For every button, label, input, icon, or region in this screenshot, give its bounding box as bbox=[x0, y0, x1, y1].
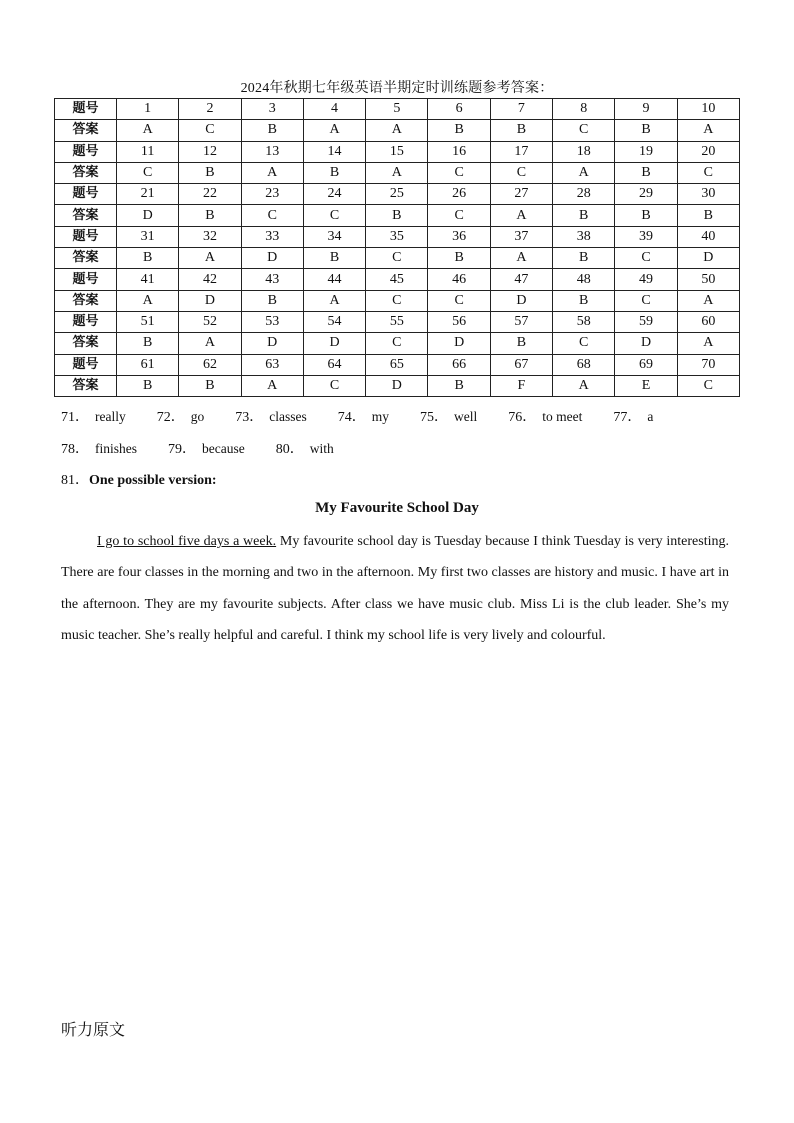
answer-cell: D bbox=[241, 248, 303, 269]
answer-cell: C bbox=[366, 333, 428, 354]
writing-question-number: 81． bbox=[61, 473, 89, 488]
fill-in-number: 75． bbox=[420, 410, 448, 425]
question-number-cell: 49 bbox=[615, 269, 677, 290]
fill-in-answer bbox=[338, 406, 389, 426]
question-number-label: 题号 bbox=[55, 226, 117, 247]
answer-label: 答案 bbox=[55, 205, 117, 226]
question-number-cell: 60 bbox=[677, 311, 739, 332]
answer-cell: A bbox=[303, 290, 365, 311]
answer-cell: B bbox=[303, 162, 365, 183]
table-number-row bbox=[55, 269, 740, 290]
question-number-cell: 55 bbox=[366, 311, 428, 332]
answer-cell: B bbox=[179, 205, 241, 226]
question-number-cell: 21 bbox=[117, 184, 179, 205]
answer-label: 答案 bbox=[55, 162, 117, 183]
answer-cell: C bbox=[428, 205, 490, 226]
answer-cell: C bbox=[428, 290, 490, 311]
essay-text: My favourite school day is Tuesday because I think Tuesday is very interesting. There are four classes in the morning and two in the afternoon. My first two classes are history and music. I have art in the afternoon. They are my favourite subjects. After class we have music club. Miss Li is the club leader. She’s my music teacher. She’s really helpful and careful. I think my school life is very lively and colourful. bbox=[61, 534, 729, 643]
answer-cell: B bbox=[117, 375, 179, 396]
question-number-cell: 15 bbox=[366, 141, 428, 162]
answer-cell: A bbox=[366, 120, 428, 141]
answer-table bbox=[54, 98, 740, 397]
fill-in-answer bbox=[61, 406, 126, 426]
answer-cell: D bbox=[179, 290, 241, 311]
fill-in-word: my bbox=[371, 409, 389, 424]
question-number-cell: 8 bbox=[553, 99, 615, 120]
fill-in-word: with bbox=[309, 441, 334, 456]
answer-key-title: 2024年秋期七年级英语半期定时训练题参考答案： bbox=[240, 81, 554, 96]
answer-cell: A bbox=[490, 248, 552, 269]
question-number-cell: 57 bbox=[490, 311, 552, 332]
answer-cell: E bbox=[615, 375, 677, 396]
answer-cell: D bbox=[366, 375, 428, 396]
answer-cell: C bbox=[366, 290, 428, 311]
fill-in-word: because bbox=[202, 441, 245, 456]
answer-cell: A bbox=[490, 205, 552, 226]
question-number-cell: 38 bbox=[553, 226, 615, 247]
answer-cell: A bbox=[677, 333, 739, 354]
answer-cell: D bbox=[117, 205, 179, 226]
answer-cell: A bbox=[241, 162, 303, 183]
answer-cell: B bbox=[117, 333, 179, 354]
fill-in-number: 72． bbox=[156, 410, 185, 425]
answer-cell: F bbox=[490, 375, 552, 396]
answer-cell: C bbox=[615, 290, 677, 311]
question-number-cell: 54 bbox=[303, 311, 365, 332]
fill-in-word: to meet bbox=[542, 409, 583, 424]
fill-in-answer bbox=[276, 438, 334, 458]
question-number-cell: 28 bbox=[553, 184, 615, 205]
question-number-cell: 29 bbox=[615, 184, 677, 205]
answer-cell: D bbox=[490, 290, 552, 311]
fill-in-answer bbox=[168, 438, 245, 458]
question-number-cell: 47 bbox=[490, 269, 552, 290]
answer-cell: B bbox=[677, 205, 739, 226]
fill-in-answers-row-2 bbox=[61, 438, 365, 458]
answer-cell: A bbox=[553, 162, 615, 183]
question-number-label: 题号 bbox=[55, 269, 117, 290]
question-number-cell: 6 bbox=[428, 99, 490, 120]
question-number-cell: 56 bbox=[428, 311, 490, 332]
answer-cell: A bbox=[179, 333, 241, 354]
fill-in-answer bbox=[420, 406, 477, 426]
answer-cell: A bbox=[366, 162, 428, 183]
answer-cell: C bbox=[615, 248, 677, 269]
question-number-cell: 11 bbox=[117, 141, 179, 162]
table-number-row bbox=[55, 226, 740, 247]
answer-cell: D bbox=[677, 248, 739, 269]
answer-cell: A bbox=[677, 120, 739, 141]
fill-in-answer bbox=[157, 406, 205, 426]
question-number-cell: 34 bbox=[303, 226, 365, 247]
answer-cell: A bbox=[677, 290, 739, 311]
question-number-cell: 20 bbox=[677, 141, 739, 162]
answer-cell: B bbox=[179, 375, 241, 396]
question-number-cell: 51 bbox=[117, 311, 179, 332]
essay-title: My Favourite School Day bbox=[315, 500, 479, 516]
table-answer-row bbox=[55, 248, 740, 269]
question-number-cell: 50 bbox=[677, 269, 739, 290]
question-number-cell: 23 bbox=[241, 184, 303, 205]
question-number-cell: 31 bbox=[117, 226, 179, 247]
question-number-cell: 2 bbox=[179, 99, 241, 120]
question-number-cell: 68 bbox=[553, 354, 615, 375]
question-number-cell: 45 bbox=[366, 269, 428, 290]
question-number-cell: 17 bbox=[490, 141, 552, 162]
question-number-cell: 52 bbox=[179, 311, 241, 332]
answer-cell: B bbox=[241, 120, 303, 141]
table-answer-row bbox=[55, 375, 740, 396]
answer-cell: B bbox=[117, 248, 179, 269]
answer-cell: B bbox=[553, 290, 615, 311]
essay-underlined-sentence: I go to school five days a week. bbox=[97, 534, 277, 549]
question-number-cell: 59 bbox=[615, 311, 677, 332]
answer-cell: C bbox=[303, 205, 365, 226]
fill-in-word: a bbox=[647, 409, 654, 424]
answer-cell: B bbox=[490, 333, 552, 354]
question-number-cell: 32 bbox=[179, 226, 241, 247]
question-number-cell: 5 bbox=[366, 99, 428, 120]
answer-cell: C bbox=[428, 162, 490, 183]
answer-cell: A bbox=[117, 120, 179, 141]
answer-cell: D bbox=[428, 333, 490, 354]
fill-in-word: finishes bbox=[95, 441, 137, 456]
answer-cell: B bbox=[179, 162, 241, 183]
answer-cell: B bbox=[428, 375, 490, 396]
question-number-cell: 43 bbox=[241, 269, 303, 290]
answer-cell: C bbox=[677, 162, 739, 183]
question-number-cell: 35 bbox=[366, 226, 428, 247]
answer-cell: B bbox=[366, 205, 428, 226]
question-number-cell: 3 bbox=[241, 99, 303, 120]
question-number-cell: 69 bbox=[615, 354, 677, 375]
question-number-cell: 25 bbox=[366, 184, 428, 205]
question-number-cell: 46 bbox=[428, 269, 490, 290]
fill-in-number: 76． bbox=[508, 410, 537, 425]
answer-cell: A bbox=[241, 375, 303, 396]
answer-label: 答案 bbox=[55, 333, 117, 354]
fill-in-word: well bbox=[454, 409, 478, 424]
answer-cell: C bbox=[553, 333, 615, 354]
answer-cell: A bbox=[553, 375, 615, 396]
question-number-label: 题号 bbox=[55, 184, 117, 205]
answer-cell: B bbox=[615, 120, 677, 141]
table-answer-row bbox=[55, 205, 740, 226]
question-number-cell: 44 bbox=[303, 269, 365, 290]
table-answer-row bbox=[55, 120, 740, 141]
answer-cell: B bbox=[490, 120, 552, 141]
table-answer-row bbox=[55, 333, 740, 354]
question-number-label: 题号 bbox=[55, 311, 117, 332]
fill-in-answers-row-1 bbox=[61, 406, 684, 426]
table-number-row bbox=[55, 354, 740, 375]
question-number-cell: 53 bbox=[241, 311, 303, 332]
fill-in-word: go bbox=[190, 409, 205, 424]
question-number-cell: 4 bbox=[303, 99, 365, 120]
question-number-cell: 64 bbox=[303, 354, 365, 375]
question-number-cell: 66 bbox=[428, 354, 490, 375]
table-number-row bbox=[55, 99, 740, 120]
question-number-cell: 36 bbox=[428, 226, 490, 247]
answer-cell: B bbox=[553, 205, 615, 226]
question-number-cell: 16 bbox=[428, 141, 490, 162]
fill-in-answer bbox=[613, 406, 653, 426]
answer-cell: B bbox=[428, 120, 490, 141]
answer-cell: C bbox=[553, 120, 615, 141]
answer-cell: D bbox=[615, 333, 677, 354]
question-number-cell: 40 bbox=[677, 226, 739, 247]
question-number-cell: 42 bbox=[179, 269, 241, 290]
question-number-cell: 14 bbox=[303, 141, 365, 162]
answer-label: 答案 bbox=[55, 120, 117, 141]
question-number-label: 题号 bbox=[55, 99, 117, 120]
fill-in-number: 77． bbox=[613, 410, 642, 425]
table-number-row bbox=[55, 141, 740, 162]
answer-cell: A bbox=[179, 248, 241, 269]
answer-label: 答案 bbox=[55, 290, 117, 311]
question-number-cell: 48 bbox=[553, 269, 615, 290]
fill-in-answer bbox=[235, 406, 307, 426]
question-number-cell: 13 bbox=[241, 141, 303, 162]
answer-cell: D bbox=[303, 333, 365, 354]
question-number-label: 题号 bbox=[55, 354, 117, 375]
answer-cell: B bbox=[241, 290, 303, 311]
fill-in-number: 74． bbox=[337, 410, 366, 425]
table-number-row bbox=[55, 311, 740, 332]
question-number-cell: 27 bbox=[490, 184, 552, 205]
answer-cell: A bbox=[303, 120, 365, 141]
answer-cell: C bbox=[303, 375, 365, 396]
question-number-cell: 61 bbox=[117, 354, 179, 375]
table-answer-row bbox=[55, 290, 740, 311]
writing-version-label: One possible version: bbox=[89, 473, 217, 488]
fill-in-number: 79． bbox=[168, 442, 196, 457]
question-number-cell: 18 bbox=[553, 141, 615, 162]
question-number-cell: 41 bbox=[117, 269, 179, 290]
question-number-cell: 10 bbox=[677, 99, 739, 120]
question-number-label: 题号 bbox=[55, 141, 117, 162]
answer-label: 答案 bbox=[55, 375, 117, 396]
question-number-cell: 9 bbox=[615, 99, 677, 120]
answer-cell: C bbox=[117, 162, 179, 183]
answer-cell: C bbox=[677, 375, 739, 396]
question-number-cell: 26 bbox=[428, 184, 490, 205]
essay-body bbox=[61, 526, 729, 651]
answer-label: 答案 bbox=[55, 248, 117, 269]
answer-cell: B bbox=[553, 248, 615, 269]
answer-cell: C bbox=[366, 248, 428, 269]
question-number-cell: 70 bbox=[677, 354, 739, 375]
question-number-cell: 30 bbox=[677, 184, 739, 205]
question-number-cell: 1 bbox=[117, 99, 179, 120]
question-number-cell: 63 bbox=[241, 354, 303, 375]
question-number-cell: 39 bbox=[615, 226, 677, 247]
answer-cell: B bbox=[615, 205, 677, 226]
answer-cell: A bbox=[117, 290, 179, 311]
answer-cell: B bbox=[615, 162, 677, 183]
listening-transcript-heading: 听力原文 bbox=[61, 1020, 126, 1039]
fill-in-number: 78． bbox=[61, 442, 89, 457]
fill-in-number: 71． bbox=[61, 410, 89, 425]
question-number-cell: 22 bbox=[179, 184, 241, 205]
fill-in-number: 73． bbox=[235, 410, 264, 425]
question-number-cell: 58 bbox=[553, 311, 615, 332]
question-number-cell: 33 bbox=[241, 226, 303, 247]
question-number-cell: 37 bbox=[490, 226, 552, 247]
fill-in-answer bbox=[61, 438, 137, 458]
question-number-cell: 62 bbox=[179, 354, 241, 375]
question-number-cell: 19 bbox=[615, 141, 677, 162]
fill-in-number: 80． bbox=[275, 442, 304, 457]
question-number-cell: 7 bbox=[490, 99, 552, 120]
answer-cell: C bbox=[179, 120, 241, 141]
answer-cell: D bbox=[241, 333, 303, 354]
table-answer-row bbox=[55, 162, 740, 183]
question-number-cell: 24 bbox=[303, 184, 365, 205]
writing-question-label bbox=[61, 469, 217, 489]
question-number-cell: 12 bbox=[179, 141, 241, 162]
answer-cell: B bbox=[428, 248, 490, 269]
fill-in-word: classes bbox=[269, 409, 307, 424]
fill-in-word: really bbox=[95, 409, 126, 424]
question-number-cell: 67 bbox=[490, 354, 552, 375]
question-number-cell: 65 bbox=[366, 354, 428, 375]
answer-cell: C bbox=[490, 162, 552, 183]
answer-cell: C bbox=[241, 205, 303, 226]
fill-in-answer bbox=[508, 406, 582, 426]
answer-cell: B bbox=[303, 248, 365, 269]
table-number-row bbox=[55, 184, 740, 205]
